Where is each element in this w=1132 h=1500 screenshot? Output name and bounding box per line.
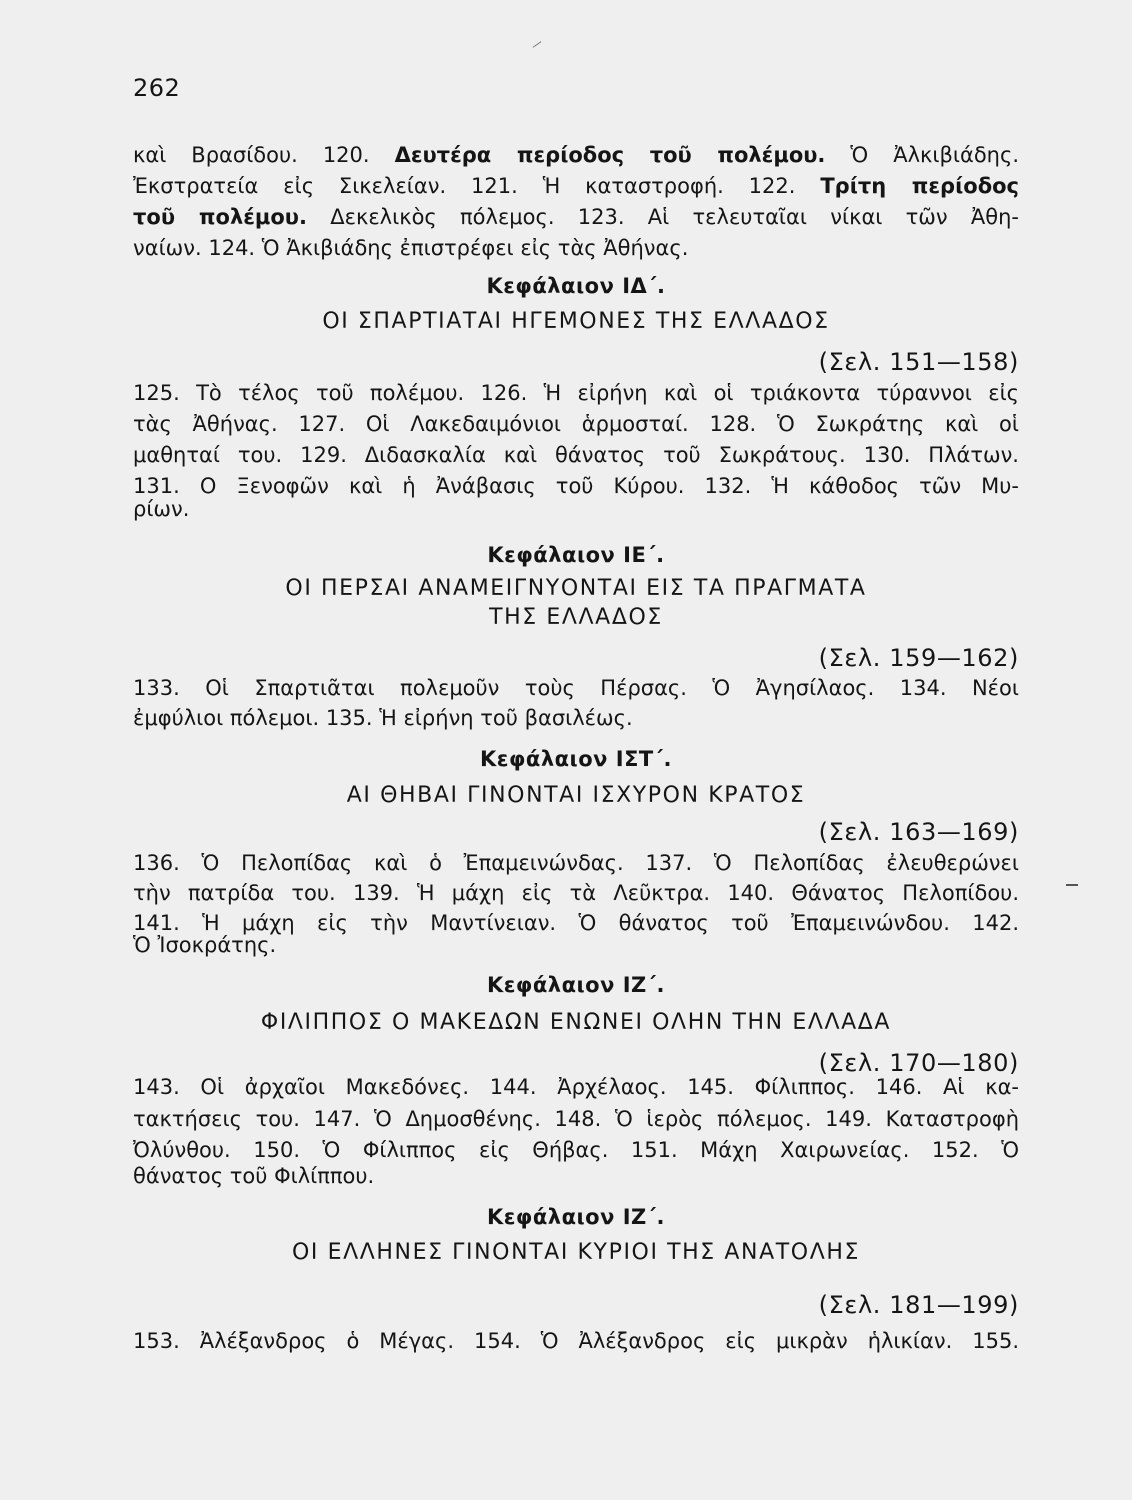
chapter-title: ΤΗΣ ΕΛΛΑΔΟΣ: [489, 605, 663, 630]
page-range: (Σελ. 170—180): [818, 1049, 1019, 1077]
stray-mark: [533, 41, 542, 48]
summary-line: Ὀλύνθου. 150. Ὁ Φίλιππος εἰς Θήβας. 151. Μάχη Χαιρωνείας. 152. Ὁ: [133, 1138, 1019, 1162]
chapter-title: ΟΙ ΕΛΛΗΝΕΣ ΓΙΝΟΝΤΑΙ ΚΥΡΙΟΙ ΤΗΣ ΑΝΑΤΟΛΗΣ: [291, 1240, 861, 1265]
chapter-title: ΟΙ ΣΠΑΡΤΙΑΤΑΙ ΗΓΕΜΟΝΕΣ ΤΗΣ ΕΛΛΑΔΟΣ: [322, 309, 830, 334]
summary-line: τακτήσεις του. 147. Ὁ Δημοσθένης. 148. Ὁ ἱερὸς πόλεμος. 149. Καταστροφὴ: [133, 1107, 1019, 1131]
page-range: (Σελ. 159—162): [818, 644, 1019, 672]
summary-line: τὴν πατρίδα του. 139. Ἡ μάχη εἰς τὰ Λεῦκτρα. 140. Θάνατος Πελοπίδου.: [133, 881, 1019, 905]
summary-line: 141. Ἡ μάχη εἰς τὴν Μαντίνειαν. Ὁ θάνατος τοῦ Ἐπαμεινώνδου. 142.: [133, 911, 1019, 935]
summary-line: μαθηταί του. 129. Διδασκαλία καὶ θάνατος τοῦ Σωκράτους. 130. Πλάτων.: [133, 443, 1019, 467]
page-range: (Σελ. 163—169): [818, 818, 1019, 846]
chapter-heading: Κεφάλαιον ΙΕ΄.: [487, 543, 665, 567]
page-number: 262: [133, 74, 181, 102]
intro-line-2: Ἐκστρατεία εἰς Σικελείαν. 121. Ἡ καταστροφή. 122. Τρίτη περίοδος: [133, 174, 1020, 198]
chapter-title: ΦΙΛΙΠΠΟΣ Ο ΜΑΚΕΔΩΝ ΕΝΩΝΕΙ ΟΛΗΝ ΤΗΝ ΕΛΛΑΔΑ: [260, 1010, 892, 1035]
page-range: (Σελ. 181—199): [818, 1291, 1019, 1319]
summary-line: 153. Ἀλέξανδρος ὁ Μέγας. 154. Ὁ Ἀλέξανδρος εἰς μικρὰν ἡλικίαν. 155.: [133, 1329, 1019, 1353]
summary-line: 131. Ο Ξενοφῶν καὶ ἡ Ἀνάβασις τοῦ Κύρου. 132. Ἡ κάθοδος τῶν Μυ-: [133, 474, 1019, 498]
chapter-heading: Κεφάλαιον ΙΔ΄.: [486, 274, 666, 298]
margin-mark: [1066, 884, 1078, 886]
intro-line-4: ναίων. 124. Ὁ Ἀκιβιάδης ἐπιστρέφει εἰς τὰς Ἀθήνας.: [133, 236, 689, 260]
chapter-title: ΟΙ ΠΕΡΣΑΙ ΑΝΑΜΕΙΓΝΥΟΝΤΑΙ ΕΙΣ ΤΑ ΠΡΑΓΜΑΤΑ: [285, 576, 867, 601]
summary-line: τὰς Ἀθήνας. 127. Οἱ Λακεδαιμόνιοι ἁρμοσταί. 128. Ὁ Σωκράτης καὶ οἱ: [133, 412, 1019, 436]
summary-line: 136. Ὁ Πελοπίδας καὶ ὁ Ἐπαμεινώνδας. 137. Ὁ Πελοπίδας ἐλευθερώνει: [133, 851, 1019, 875]
summary-line: ἐμφύλιοι πόλεμοι. 135. Ἡ εἰρήνη τοῦ βασιλέως.: [133, 706, 633, 730]
chapter-heading: Κεφάλαιον ΙΖ΄.: [486, 1205, 666, 1229]
chapter-heading: Κεφάλαιον ΙΣΤ΄.: [480, 747, 672, 771]
summary-line: ρίων.: [133, 497, 190, 521]
intro-line-1: καὶ Βρασίδου. 120. Δευτέρα περίοδος τοῦ πολέμου. Ὁ Ἀλκιβιάδης.: [133, 143, 1019, 167]
intro-line-3: τοῦ πολέμου. Δεκελικὸς πόλεμος. 123. Αἱ τελευταῖαι νίκαι τῶν Ἀθη-: [133, 205, 1019, 229]
chapter-title: ΑΙ ΘΗΒΑΙ ΓΙΝΟΝΤΑΙ ΙΣΧΥΡΟΝ ΚΡΑΤΟΣ: [346, 783, 806, 808]
page-range: (Σελ. 151—158): [818, 348, 1019, 376]
summary-line: 143. Οἱ ἀρχαῖοι Μακεδόνες. 144. Ἀρχέλαος. 145. Φίλιππος. 146. Αἱ κα-: [133, 1075, 1019, 1099]
summary-line: θάνατος τοῦ Φιλίππου.: [133, 1164, 375, 1188]
summary-line: Ὁ Ἰσοκράτης.: [133, 933, 277, 957]
summary-line: 125. Τὸ τέλος τοῦ πολέμου. 126. Ἡ εἰρήνη καὶ οἱ τριάκοντα τύραννοι εἰς: [133, 381, 1019, 405]
summary-line: 133. Οἱ Σπαρτιᾶται πολεμοῦν τοὺς Πέρσας. Ὁ Ἀγησίλαος. 134. Νέοι: [133, 676, 1019, 700]
chapter-heading: Κεφάλαιον ΙΖ΄.: [486, 973, 666, 997]
